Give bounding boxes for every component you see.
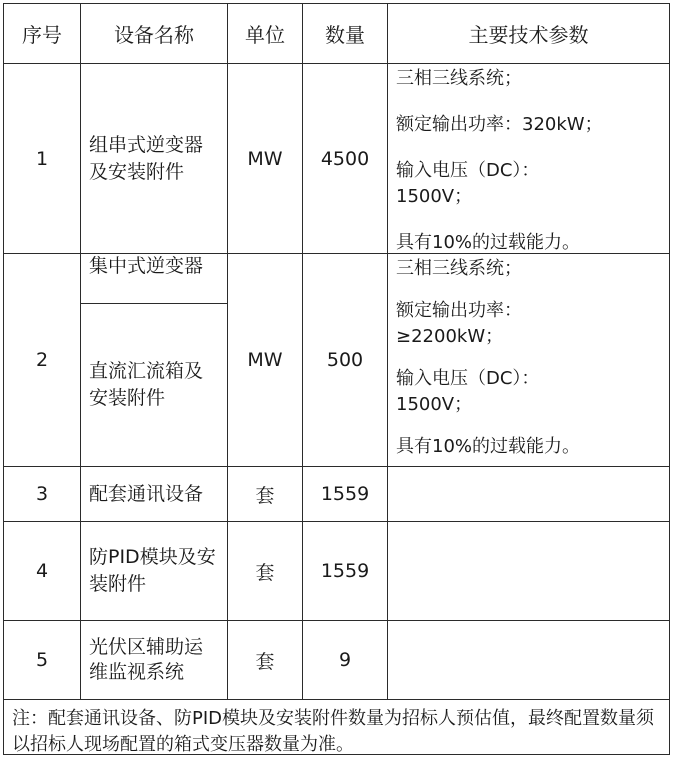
row2-name-a [81,254,227,303]
row2-param-2: 额定输出功率：≥2200kW； [396,300,522,347]
row1-param-4: 具有10%的过载能力。 [396,232,581,253]
row4-name [81,522,227,620]
row1-name [81,64,227,253]
row1-param-3: 输入电压（DC）：1500V； [396,160,540,207]
row3-name-text: 配套通讯设备 [89,482,204,505]
row1-params [388,64,669,253]
row1-name-text: 组串式逆变器及安装附件 [89,133,204,183]
table-note: 注：配套通讯设备、防PID模块及安装附件数量为招标人预估值，最终配置数量须以招标人现场配置的箱式变压器数量为准。 [12,708,655,755]
row2-qty: 500 [326,349,364,371]
row3-unit: 套 [255,484,275,507]
row5-name [81,621,227,699]
row5-qty: 9 [338,649,352,671]
row1-no: 1 [35,147,49,170]
row2-unit: MW [247,349,283,371]
row2-param-3: 输入电压（DC）：1500V； [396,368,540,415]
row3-qty: 1559 [320,483,370,505]
row2-name-a-text: 集中式逆变器 [89,255,204,277]
row3-no: 3 [35,483,49,505]
row5-unit: 套 [255,650,275,673]
equipment-table [3,3,670,755]
row2-name-b-text: 直流汇流箱及安装附件 [89,360,204,409]
row1-unit: MW [247,147,283,170]
row2-params [388,254,669,466]
row5-name-text: 光伏区辅助运维监视系统 [89,636,204,683]
row1-qty: 4500 [320,147,370,170]
row2-param-1: 三相三线系统； [396,258,522,279]
row5-no: 5 [35,649,49,671]
row1-param-2: 额定输出功率：320kW； [396,114,603,135]
header-params: 主要技术参数 [468,23,589,47]
row4-qty: 1559 [320,560,370,582]
row3-name [81,467,227,521]
header-unit: 单位 [245,23,285,47]
row2-param-4: 具有10%的过载能力。 [396,436,581,457]
header-name: 设备名称 [114,23,194,47]
row1-param-1: 三相三线系统； [396,68,522,89]
border-right [669,3,670,755]
row2-name-b [81,304,227,466]
row4-unit: 套 [255,561,275,584]
header-no: 序号 [22,23,62,47]
row4-name-text: 防PID模块及安装附件 [89,546,216,595]
row2-no: 2 [35,349,49,371]
header-qty: 数量 [325,23,365,47]
row4-no: 4 [35,560,49,582]
